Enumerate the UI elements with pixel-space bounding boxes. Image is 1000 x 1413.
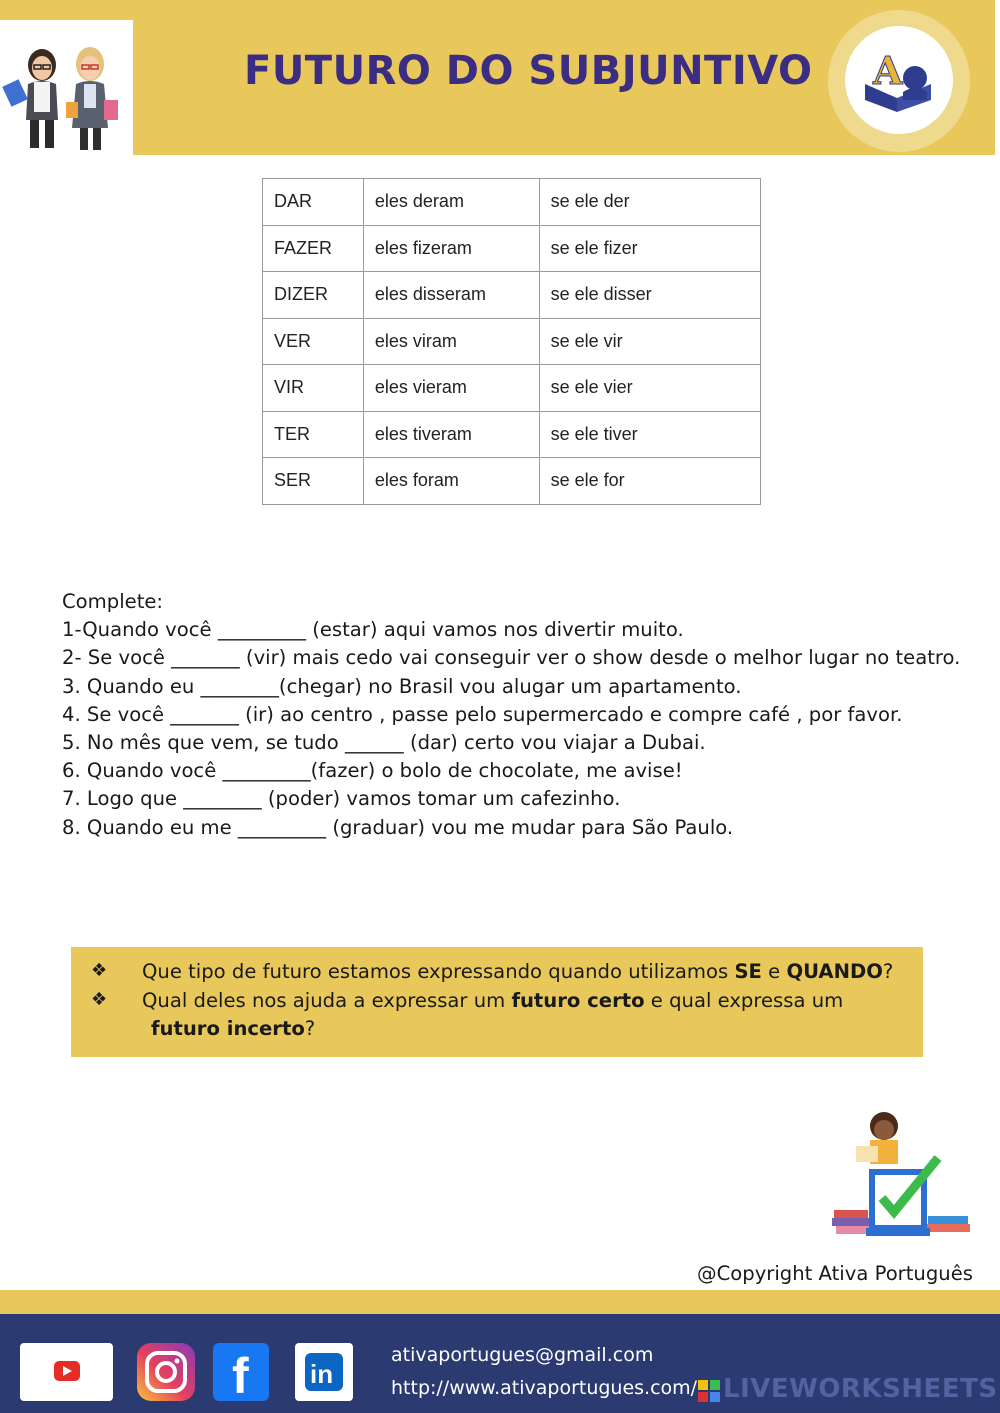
preterite-cell: eles vieram — [363, 365, 539, 412]
verb-infinitive-cell: DIZER — [263, 272, 364, 319]
exercise-item: 8. Quando eu me _________ (graduar) vou me mudar para São Paulo. — [62, 815, 734, 839]
footer-accent-bar — [0, 1290, 1000, 1314]
exercise-item: 7. Logo que ________ (poder) vamos tomar um cafezinho. — [62, 787, 621, 811]
verb-infinitive-cell: TER — [263, 411, 364, 458]
exercise-item: 3. Quando eu ________(chegar) no Brasil vou alugar um apartamento. — [62, 674, 742, 698]
verb-table-row — [263, 179, 761, 226]
preterite-cell: eles viram — [363, 318, 539, 365]
verb-table-row — [263, 365, 761, 412]
website-link[interactable]: http://www.ativaportugues.com/ — [391, 1377, 698, 1399]
verb-infinitive-cell: DAR — [263, 179, 364, 226]
watermark: LIVEWORKSHEETS — [723, 1374, 998, 1404]
facebook-label: f — [232, 1348, 249, 1401]
reflection-questions-box: ❖ Que tipo de futuro estamos expressando quando utilizamos SE e QUANDO? ❖ Qual deles nos ajuda a expressar um futuro certo e qual expressa um futuro incerto? — [71, 947, 923, 1057]
teachers-illustration — [0, 20, 133, 155]
brand-logo — [845, 26, 953, 134]
preterite-cell: eles fizeram — [363, 225, 539, 272]
exercise-item: 6. Quando você _________(fazer) o bolo de chocolate, me avise! — [62, 759, 683, 783]
future-subjunctive-cell: se ele disser — [539, 272, 760, 319]
contact-email-link[interactable]: ativaportugues@gmail.com — [391, 1344, 654, 1366]
verb-table-row — [263, 411, 761, 458]
diamond-bullet-icon: ❖ — [91, 960, 108, 981]
exercise-item: 5. No mês que vem, se tudo ______ (dar) certo vou viajar a Dubai. — [62, 730, 706, 754]
future-subjunctive-cell: se ele fizer — [539, 225, 760, 272]
verb-infinitive-cell: SER — [263, 458, 364, 505]
preterite-cell: eles disseram — [363, 272, 539, 319]
verb-conjugation-table — [262, 178, 761, 505]
preterite-cell: eles deram — [363, 179, 539, 226]
future-subjunctive-cell: se ele der — [539, 179, 760, 226]
liveworksheets-logo-icon — [698, 1380, 720, 1402]
page-title: FUTURO DO SUBJUNTIVO — [244, 48, 813, 94]
future-subjunctive-cell: se ele for — [539, 458, 760, 505]
exercise-item: 2- Se você _______ (vir) mais cedo vai conseguir ver o show desde o melhor lugar no teatro. — [62, 646, 961, 670]
logo-letter: A — [873, 48, 903, 93]
verb-infinitive-cell: VER — [263, 318, 364, 365]
facebook-icon[interactable] — [213, 1343, 269, 1401]
preterite-cell: eles foram — [363, 458, 539, 505]
youtube-icon[interactable] — [20, 1343, 113, 1401]
verb-table-row — [263, 225, 761, 272]
verb-table-row — [263, 272, 761, 319]
copyright-text: @Copyright Ativa Português — [697, 1262, 973, 1285]
future-subjunctive-cell: se ele vir — [539, 318, 760, 365]
exercise-section — [62, 588, 960, 842]
exercise-heading: Complete: — [62, 590, 164, 613]
verb-infinitive-cell: FAZER — [263, 225, 364, 272]
exercise-item: 4. Se você _______ (ir) ao centro , passe pelo supermercado e compre café , por favor. — [62, 702, 903, 726]
instagram-icon[interactable] — [137, 1343, 195, 1401]
future-subjunctive-cell: se ele tiver — [539, 411, 760, 458]
preterite-cell: eles tiveram — [363, 411, 539, 458]
exercise-item: 1-Quando você _________ (estar) aqui vamos nos divertir muito. — [62, 618, 684, 642]
verb-table-row — [263, 318, 761, 365]
verb-table-row — [263, 458, 761, 505]
linkedin-label: in — [310, 1359, 334, 1389]
linkedin-icon[interactable] — [295, 1343, 353, 1401]
future-subjunctive-cell: se ele vier — [539, 365, 760, 412]
verb-infinitive-cell: VIR — [263, 365, 364, 412]
diamond-bullet-icon: ❖ — [91, 989, 108, 1010]
student-checkmark-illustration — [826, 1098, 976, 1258]
